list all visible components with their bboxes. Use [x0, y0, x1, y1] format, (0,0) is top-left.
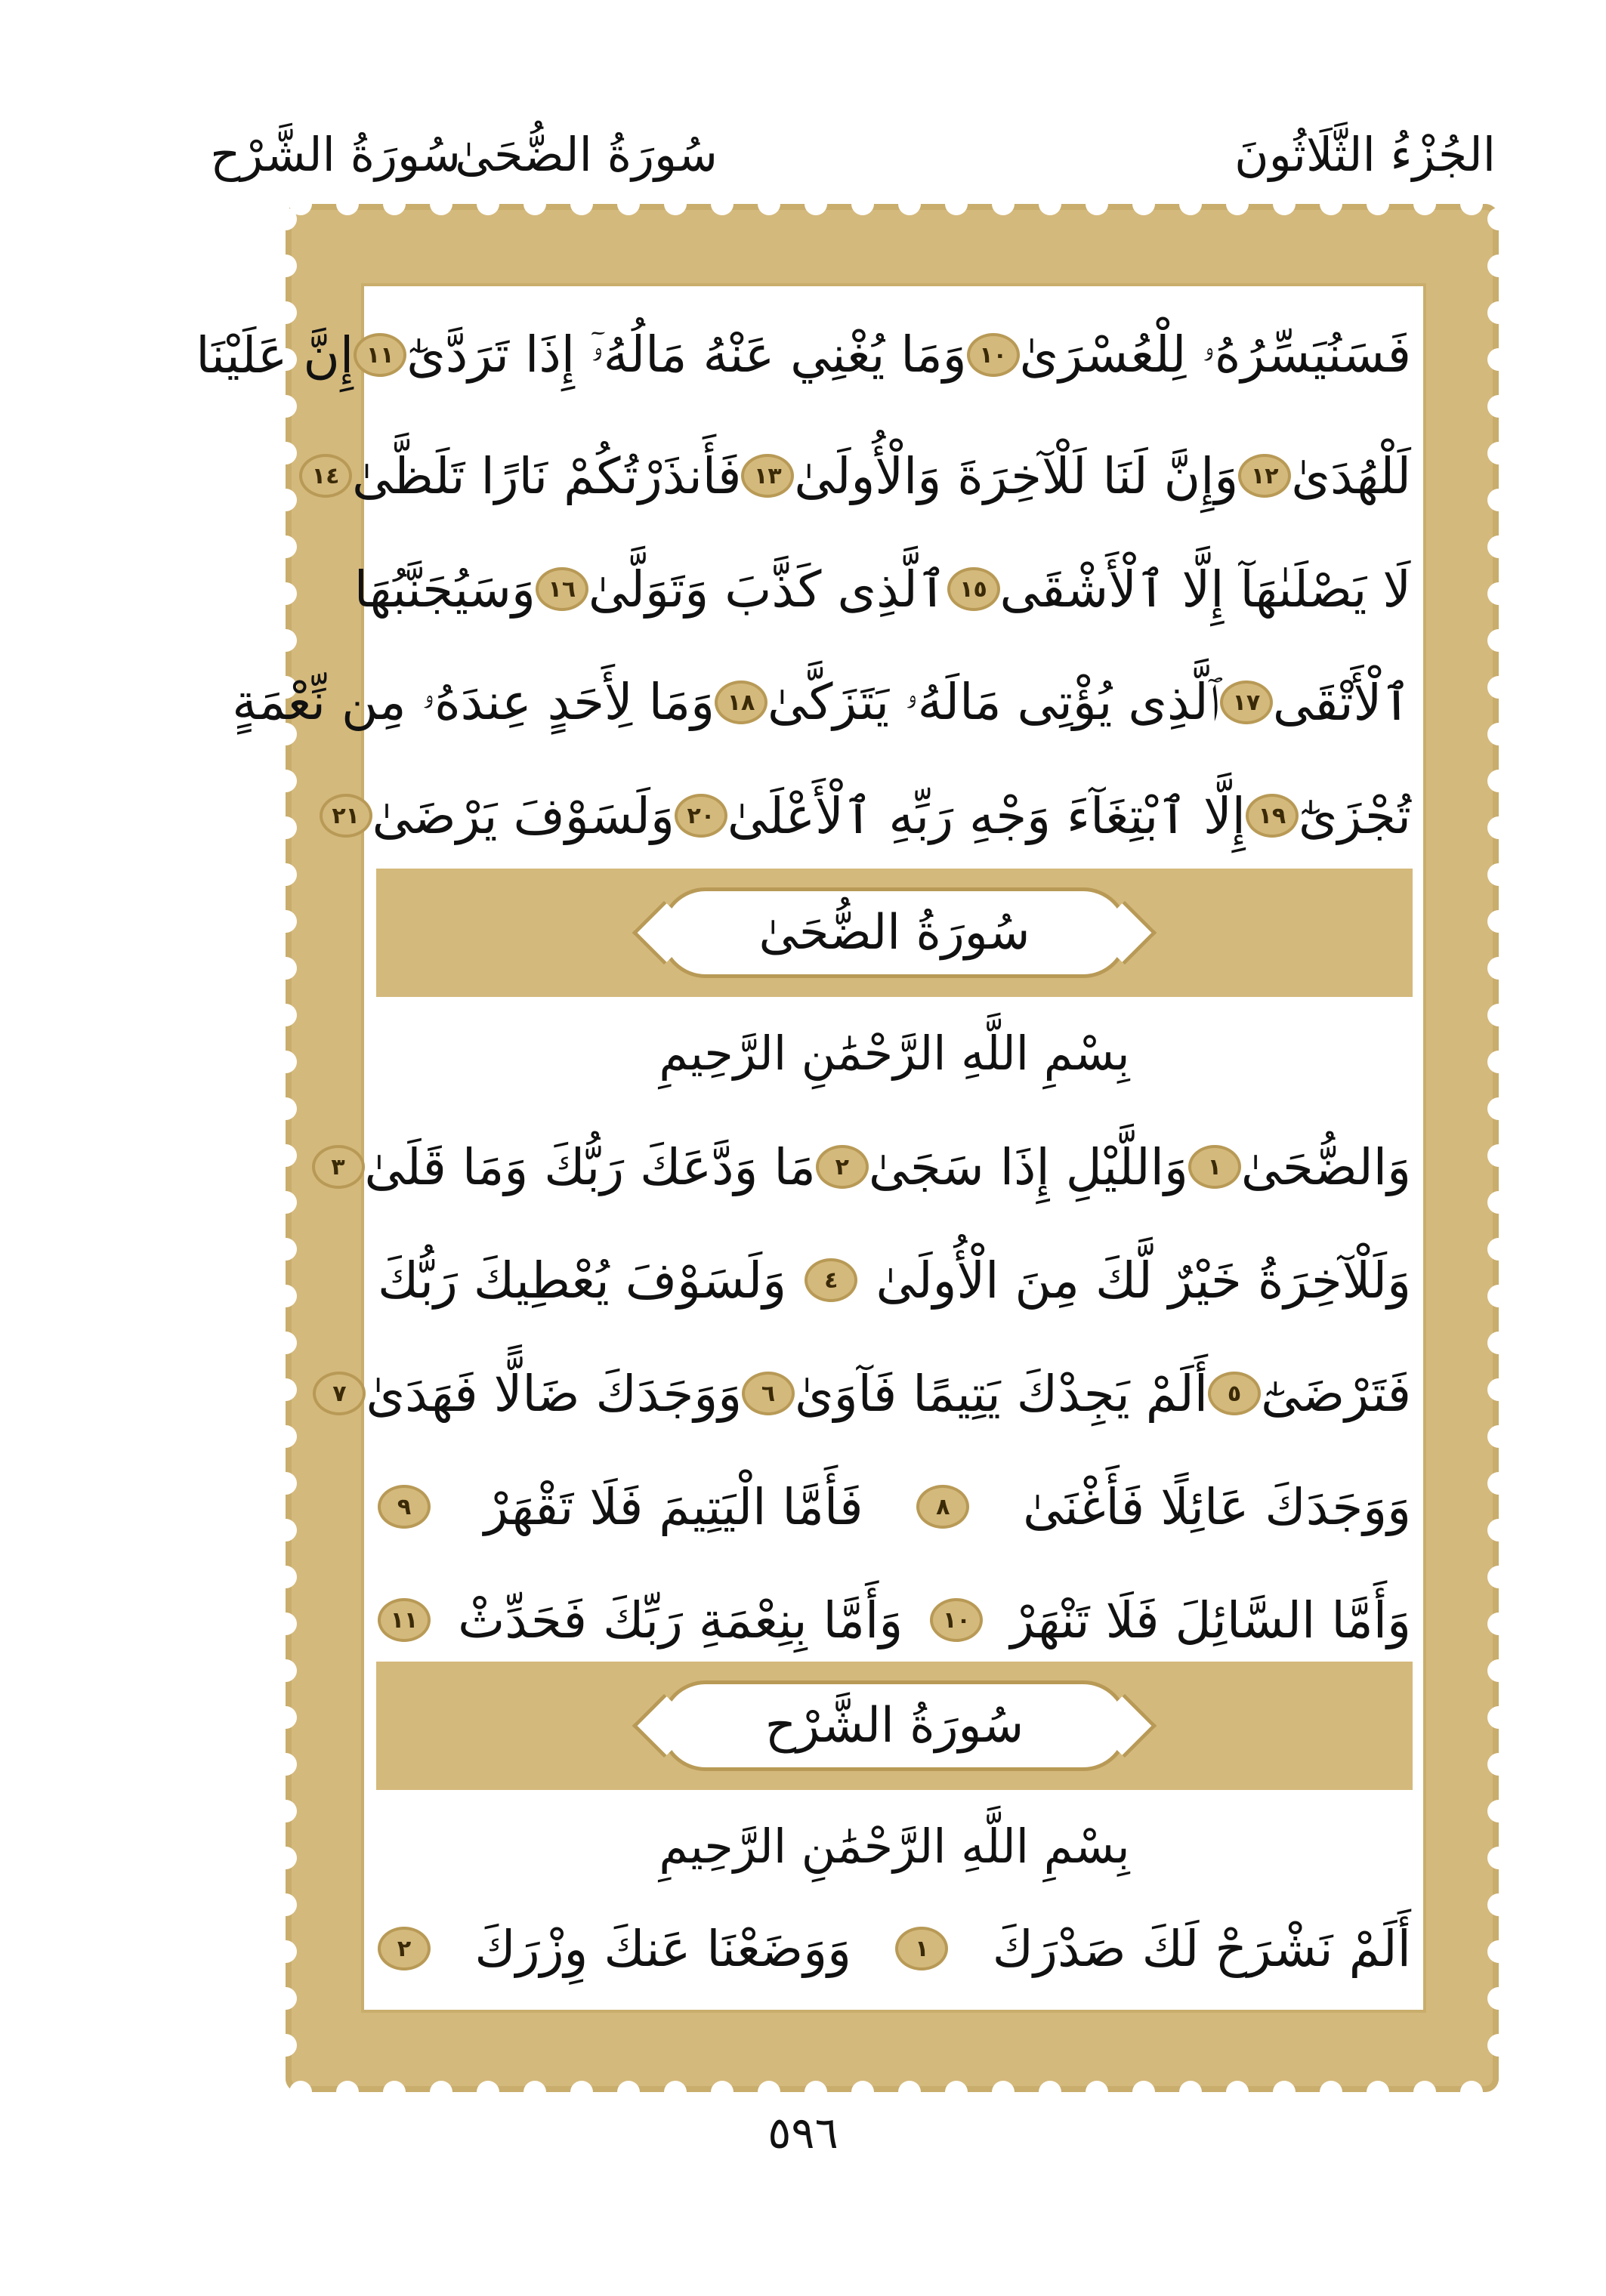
frame-scallop: [1273, 193, 1296, 215]
frame-scallop: [274, 1519, 297, 1541]
frame-scallop: [805, 193, 827, 215]
frame-scallop: [1487, 208, 1510, 230]
frame-scallop: [1320, 193, 1342, 215]
verse-text: وَإِنَّ لَنَا لَلْآخِرَةَ وَالْأُولَىٰ: [794, 446, 1239, 505]
next-surah-title: سُورَةُ الشَّرْح: [210, 127, 461, 182]
frame-scallop: [274, 535, 297, 558]
frame-scallop: [664, 2081, 687, 2103]
frame-scallop: [274, 442, 297, 464]
surah-banner-title: سُورَةُ الضُّحَىٰ: [660, 887, 1129, 978]
frame-scallop: [1487, 1378, 1510, 1401]
frame-scallop: [274, 1425, 297, 1448]
verse-line: [332, 1337, 1411, 1450]
frame-scallop: [274, 1051, 297, 1073]
frame-scallop: [664, 193, 687, 215]
verse-text: وَوَجَدَكَ عَائِلًا فَأَغْنَىٰ: [1023, 1477, 1411, 1536]
frame-scallop: [274, 629, 297, 652]
verse-text: إِلَّا ٱبْتِغَآءَ وَجْهِ رَبِّهِ ٱلْأَعْلَىٰ: [727, 786, 1246, 845]
frame-scallop: [1086, 193, 1108, 215]
frame-scallop: [274, 208, 297, 230]
frame-scallop: [274, 957, 297, 980]
frame-scallop: [1460, 193, 1483, 215]
verse-line: [311, 419, 1411, 532]
ayah-marker: ٣: [312, 1145, 365, 1189]
frame-scallop: [898, 2081, 921, 2103]
frame-scallop: [1487, 1285, 1510, 1307]
frame-scallop: [430, 2081, 452, 2103]
frame-scallop: [1226, 2081, 1249, 2103]
frame-scallop: [523, 2081, 546, 2103]
frame-scallop: [1179, 2081, 1202, 2103]
frame-scallop: [1487, 1612, 1510, 1635]
verse-text: فَسَنُيَسِّرُهُۥ لِلْعُسْرَىٰ: [1019, 325, 1411, 384]
verse-text: أَلَمْ يَجِدْكَ يَتِيمًا فَآوَىٰ: [795, 1364, 1209, 1423]
frame-scallop: [274, 1472, 297, 1495]
verse-text: فَتَرْضَىٰٓ: [1261, 1364, 1411, 1423]
verse-text: وَلَسَوْفَ يُعْطِيكَ رَبُّكَ: [378, 1251, 787, 1310]
ayah-marker: ٢: [816, 1145, 869, 1189]
frame-scallop: [274, 1097, 297, 1120]
ayah-marker: ١٥: [947, 567, 1000, 611]
frame-scallop: [617, 2081, 640, 2103]
frame-scallop: [1487, 1800, 1510, 1822]
ayah-marker: ١٩: [1246, 794, 1299, 838]
verse-text: لَا يَصْلَىٰهَآ إِلَّا ٱلْأَشْقَى: [999, 560, 1411, 619]
frame-scallop: [1487, 1566, 1510, 1588]
verse-text: وَالضُّحَىٰ: [1240, 1137, 1411, 1196]
frame-scallop: [711, 193, 734, 215]
frame-scallop: [1367, 2081, 1389, 2103]
frame-scallop: [1487, 1847, 1510, 1869]
frame-scallop: [1273, 2081, 1296, 2103]
verse-text: فَأَنذَرْتُكُمْ نَارًا تَلَظَّىٰ: [352, 446, 742, 505]
frame-scallop: [274, 255, 297, 277]
ayah-marker: ٤: [805, 1258, 857, 1302]
frame-scallop: [1487, 1659, 1510, 1682]
verse-text: وَاللَّيْلِ إِذَا سَجَىٰ: [868, 1137, 1188, 1196]
frame-scallop: [274, 1238, 297, 1261]
frame-scallop: [1460, 2081, 1483, 2103]
frame-scallop: [1487, 489, 1510, 511]
frame-scallop: [1487, 1004, 1510, 1026]
frame-scallop: [1487, 1987, 1510, 2010]
juz-title: الجُزْءُ الثَّلَاثُونَ: [1234, 127, 1496, 182]
frame-scallop: [1487, 1097, 1510, 1120]
verse-text: وَأَمَّا بِنِعْمَةِ رَبِّكَ فَحَدِّثْ: [458, 1591, 903, 1649]
verse-text: تُجْزَىٰٓ: [1298, 786, 1411, 845]
frame-scallop: [1487, 1753, 1510, 1776]
verse-line: [378, 1224, 1411, 1337]
frame-scallop: [274, 1659, 297, 1682]
ayah-marker: ٧: [313, 1372, 366, 1415]
frame-scallop: [1487, 629, 1510, 652]
ayah-marker: ٢٠: [675, 794, 727, 838]
frame-scallop: [1487, 442, 1510, 464]
verse-text: وَوَجَدَكَ ضَالًّا فَهَدَىٰ: [366, 1364, 743, 1423]
frame-scallop: [617, 193, 640, 215]
frame-scallop: [477, 2081, 499, 2103]
frame-scallop: [383, 193, 406, 215]
frame-scallop: [1086, 2081, 1108, 2103]
frame-scallop: [274, 816, 297, 839]
frame-scallop: [523, 193, 546, 215]
surah-banner: [376, 1662, 1413, 1790]
verse-text: ٱلَّذِى كَذَّبَ وَتَوَلَّىٰ: [588, 560, 947, 619]
frame-scallop: [1487, 770, 1510, 792]
basmala: بِسْمِ اللَّهِ الرَّحْمَٰنِ الرَّحِيمِ: [659, 1026, 1130, 1081]
surah-banner-title: سُورَةُ الشَّرْح: [660, 1680, 1129, 1771]
verse-text: وَسَيُجَنَّبُهَا: [354, 560, 536, 619]
frame-scallop: [274, 1612, 297, 1635]
frame-scallop: [1487, 535, 1510, 558]
frame-scallop: [274, 1847, 297, 1869]
frame-scallop: [1487, 676, 1510, 699]
frame-scallop: [1413, 2081, 1436, 2103]
ayah-marker: ١: [1188, 1145, 1241, 1189]
verse-text: ٱلْأَتْقَى: [1272, 673, 1411, 732]
verse-line: [354, 532, 1411, 646]
frame-scallop: [1487, 1706, 1510, 1729]
page-number: ٥٩٦: [767, 2107, 839, 2159]
frame-scallop: [274, 1004, 297, 1026]
frame-scallop: [711, 2081, 734, 2103]
frame-scallop: [477, 193, 499, 215]
frame-scallop: [1487, 582, 1510, 605]
frame-scallop: [274, 1285, 297, 1307]
frame-scallop: [1487, 910, 1510, 933]
verse-text: وَمَا لِأَحَدٍ عِندَهُۥ مِن نِّعْمَةٍ: [232, 672, 715, 731]
frame-scallop: [1132, 2081, 1155, 2103]
frame-scallop: [383, 2081, 406, 2103]
ayah-marker: ١٨: [715, 680, 767, 724]
verse-line: [232, 646, 1411, 759]
verse-line: [378, 1563, 1411, 1677]
ayah-marker: ١١: [378, 1598, 431, 1642]
ayah-marker: ١٠: [930, 1598, 983, 1642]
ayah-marker: ١٤: [299, 454, 352, 498]
verse-text: وَوَضَعْنَا عَنكَ وِزْرَكَ: [474, 1919, 851, 1978]
ayah-marker: ١٢: [1238, 454, 1291, 498]
frame-scallop: [274, 1332, 297, 1354]
ayah-marker: ٢: [378, 1927, 431, 1970]
verse-text: وَلَلْآخِرَةُ خَيْرٌ لَّكَ مِنَ الْأُولَىٰ: [876, 1251, 1411, 1310]
ayah-marker: ٦: [742, 1372, 795, 1415]
verse-text: لَلْهُدَىٰ: [1291, 446, 1411, 505]
frame-scallop: [274, 489, 297, 511]
surah-banner: [376, 869, 1413, 997]
frame-scallop: [1487, 863, 1510, 886]
ayah-marker: ١٣: [741, 454, 794, 498]
ayah-marker: ١٠: [967, 333, 1020, 377]
frame-scallop: [1320, 2081, 1342, 2103]
frame-scallop: [1487, 1238, 1510, 1261]
frame-scallop: [758, 193, 780, 215]
verse-line: [378, 1892, 1411, 2005]
frame-scallop: [805, 2081, 827, 2103]
frame-scallop: [1039, 193, 1061, 215]
frame-scallop: [274, 1800, 297, 1822]
verse-line: [196, 298, 1411, 412]
frame-scallop: [945, 193, 968, 215]
frame-scallop: [1487, 1472, 1510, 1495]
frame-scallop: [274, 863, 297, 886]
frame-scallop: [992, 193, 1015, 215]
ayah-marker: ١: [895, 1927, 948, 1970]
frame-scallop: [1226, 193, 1249, 215]
frame-scallop: [1487, 816, 1510, 839]
frame-scallop: [274, 582, 297, 605]
ayah-marker: ٩: [378, 1485, 431, 1529]
frame-scallop: [274, 395, 297, 418]
frame-scallop: [1487, 301, 1510, 324]
frame-scallop: [570, 193, 593, 215]
ayah-marker: ١٦: [536, 567, 588, 611]
current-surah-title: سُورَةُ الضُّحَىٰ: [455, 127, 718, 182]
verse-text: أَلَمْ نَشْرَحْ لَكَ صَدْرَكَ: [992, 1919, 1411, 1978]
frame-scallop: [1487, 723, 1510, 745]
frame-scallop: [274, 1566, 297, 1588]
frame-scallop: [274, 1893, 297, 1916]
page-header: [210, 113, 1496, 196]
frame-scallop: [1487, 1940, 1510, 1963]
frame-scallop: [1413, 193, 1436, 215]
frame-scallop: [1179, 193, 1202, 215]
frame-scallop: [1487, 1144, 1510, 1167]
frame-scallop: [274, 1940, 297, 1963]
frame-scallop: [274, 770, 297, 792]
frame-scallop: [1487, 1332, 1510, 1354]
frame-scallop: [851, 193, 874, 215]
frame-scallop: [274, 1144, 297, 1167]
frame-scallop: [1487, 1893, 1510, 1916]
frame-scallop: [289, 2081, 312, 2103]
verse-text: إِنَّ عَلَيْنَا: [196, 326, 354, 384]
frame-scallop: [1487, 348, 1510, 371]
verse-text: وَمَا يُغْنِي عَنْهُ مَالُهُۥٓ إِذَا تَرَدَّىٰٓ: [406, 325, 967, 384]
verse-text: وَلَسَوْفَ يَرْضَىٰ: [372, 786, 675, 845]
verse-text: مَا وَدَّعَكَ رَبُّكَ وَمَا قَلَىٰ: [364, 1137, 816, 1196]
frame-scallop: [274, 1753, 297, 1776]
frame-scallop: [430, 193, 452, 215]
verse-line: [331, 1110, 1411, 1224]
frame-scallop: [274, 1191, 297, 1214]
ayah-marker: ٥: [1208, 1372, 1261, 1415]
ayah-marker: ٢١: [320, 794, 372, 838]
frame-scallop: [898, 193, 921, 215]
frame-scallop: [758, 2081, 780, 2103]
frame-scallop: [1487, 1191, 1510, 1214]
frame-scallop: [851, 2081, 874, 2103]
ayah-marker: ١٧: [1220, 680, 1273, 724]
verse-text: وَأَمَّا السَّائِلَ فَلَا تَنْهَرْ: [1010, 1591, 1411, 1649]
frame-scallop: [274, 1987, 297, 2010]
verse-text: فَأَمَّا الْيَتِيمَ فَلَا تَقْهَرْ: [483, 1477, 863, 1536]
frame-scallop: [570, 2081, 593, 2103]
ayah-marker: ٨: [916, 1485, 969, 1529]
verse-line: [378, 1450, 1411, 1563]
frame-scallop: [274, 910, 297, 933]
frame-scallop: [1487, 1519, 1510, 1541]
frame-scallop: [1367, 193, 1389, 215]
frame-scallop: [1039, 2081, 1061, 2103]
verse-line: [332, 759, 1411, 872]
frame-scallop: [1487, 957, 1510, 980]
frame-scallop: [1132, 193, 1155, 215]
frame-scallop: [336, 193, 359, 215]
frame-scallop: [274, 301, 297, 324]
ayah-marker: ١١: [354, 333, 406, 377]
verse-text: ٱلَّذِى يُؤْتِى مَالَهُۥ يَتَزَكَّىٰ: [767, 672, 1220, 731]
frame-scallop: [274, 1706, 297, 1729]
basmala: بِسْمِ اللَّهِ الرَّحْمَٰنِ الرَّحِيمِ: [659, 1819, 1130, 1874]
frame-scallop: [336, 2081, 359, 2103]
frame-scallop: [1487, 2034, 1510, 2057]
frame-scallop: [1487, 1051, 1510, 1073]
frame-scallop: [1487, 1425, 1510, 1448]
frame-scallop: [1487, 255, 1510, 277]
frame-scallop: [945, 2081, 968, 2103]
frame-scallop: [1487, 395, 1510, 418]
frame-scallop: [274, 1378, 297, 1401]
frame-scallop: [992, 2081, 1015, 2103]
frame-scallop: [274, 2034, 297, 2057]
